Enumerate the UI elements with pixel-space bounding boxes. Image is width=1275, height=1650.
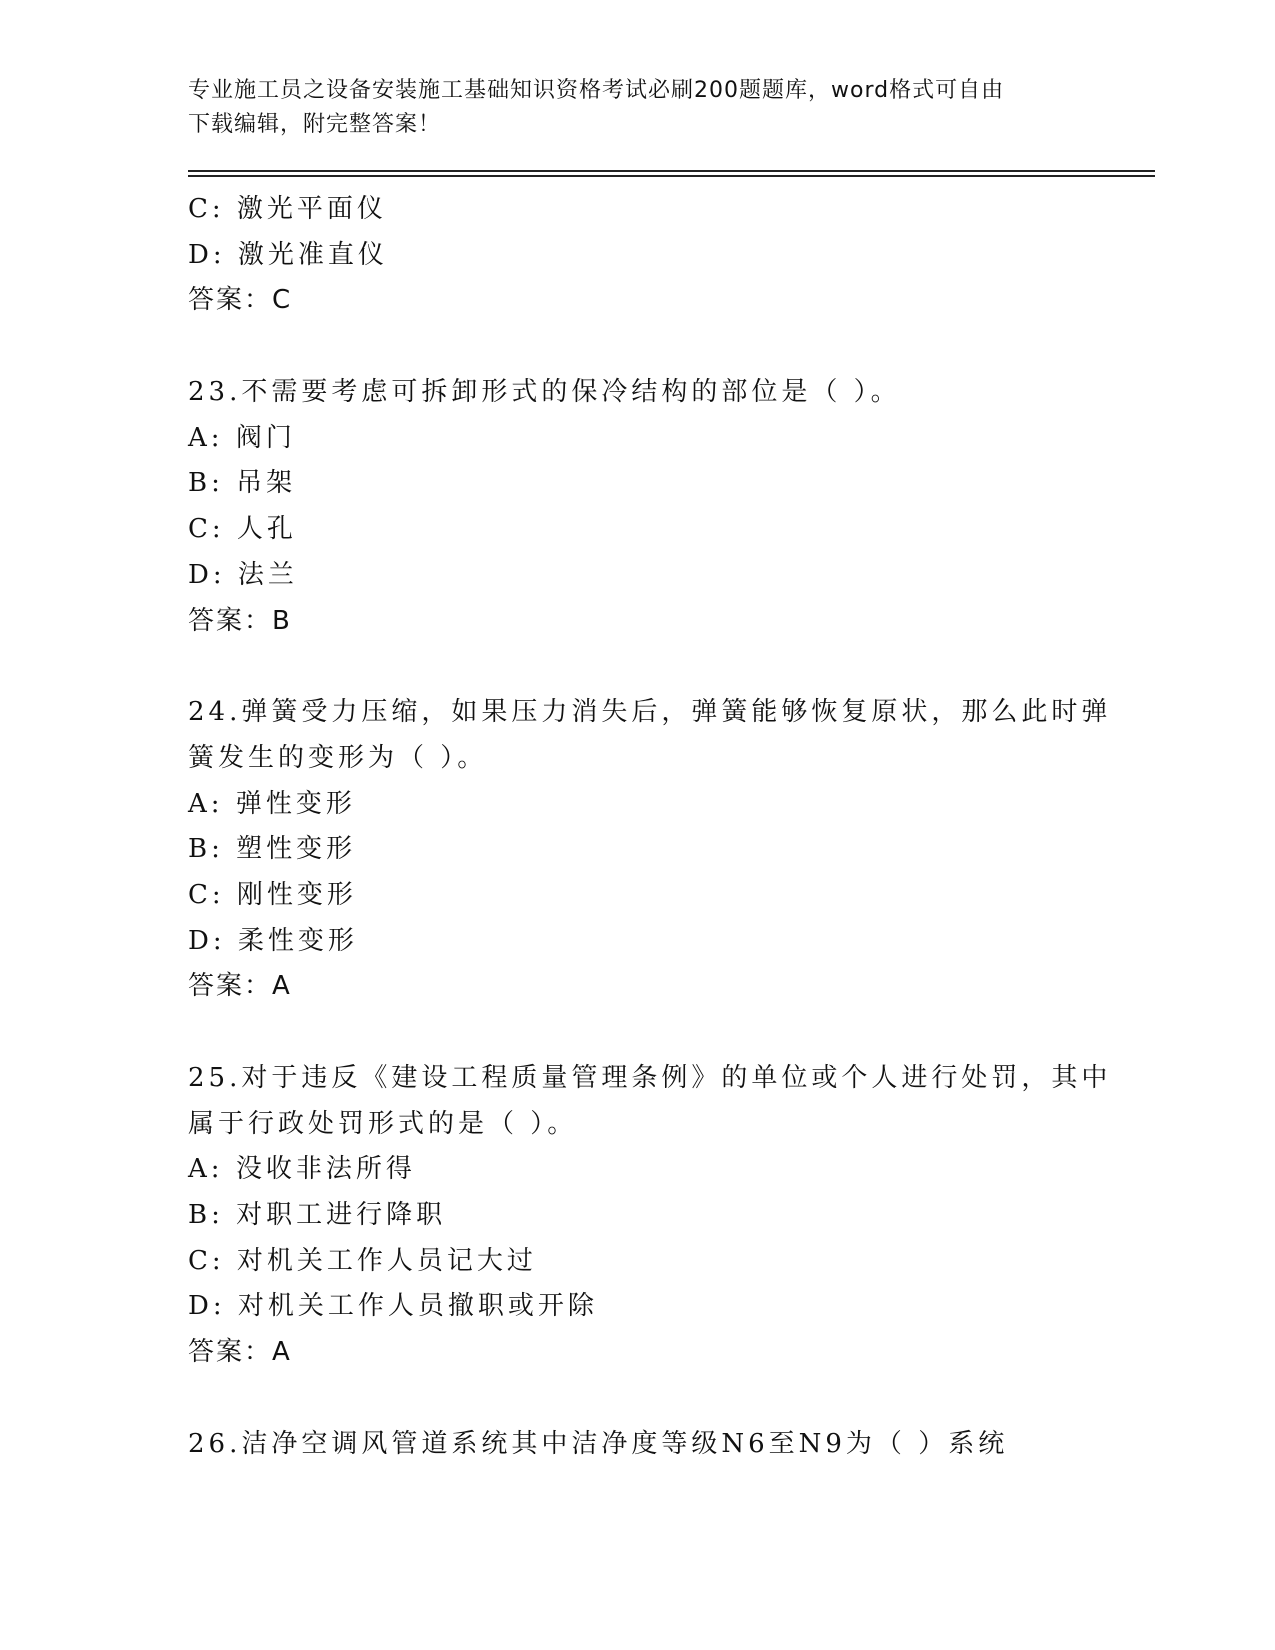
question-stem: 24.弹簧受力压缩，如果压力消失后，弹簧能够恢复原状，那么此时弹 (188, 697, 1112, 728)
question-stem: 簧发生的变形为（ ）。 (188, 742, 488, 773)
answer-line: 答案：A (188, 1337, 292, 1368)
option-d (188, 919, 1088, 965)
option-label: C: (188, 514, 225, 545)
option-text: 激光平面仪 (236, 194, 387, 224)
option-text: 对职工进行降职 (236, 1200, 447, 1231)
question-23 (188, 370, 1088, 644)
prev-question-options (188, 187, 1088, 324)
question-24 (188, 690, 1112, 1010)
option-label: B: (188, 468, 224, 499)
option-text: 激光准直仪 (237, 239, 388, 270)
option-text: 塑性变形 (236, 834, 357, 865)
option-text: 柔性变形 (237, 925, 358, 956)
option-text: 吊架 (236, 468, 297, 499)
option-text: 没收非法所得 (235, 1154, 416, 1185)
option-text: 阀门 (235, 422, 296, 453)
option-label: D: (188, 559, 226, 590)
option-c (188, 507, 1088, 553)
option-label: D: (188, 925, 226, 956)
option-text: 法兰 (237, 559, 298, 590)
option-b (188, 461, 1088, 507)
option-label: A: (188, 422, 224, 453)
option-a (188, 782, 1088, 828)
answer-line: 答案：C (188, 285, 293, 316)
question-25 (188, 1056, 1112, 1376)
question-list (188, 187, 1112, 1468)
option-text: 人孔 (236, 514, 297, 545)
option-c (188, 1239, 1088, 1285)
option-a (188, 416, 1088, 462)
option-a (188, 1147, 1088, 1193)
option-b (188, 1193, 1088, 1239)
option-label: D: (188, 239, 226, 270)
question-stem: 26.洁净空调风管道系统其中洁净度等级N6至N9为（ ）系统 (188, 1428, 1009, 1459)
option-label: C: (188, 1245, 225, 1276)
option-label: A: (188, 1154, 224, 1185)
header-title-line-2: 下载编辑，附完整答案！ (188, 112, 442, 137)
option-c (188, 873, 1088, 919)
option-label: B: (188, 1200, 224, 1231)
option-text: 弹性变形 (235, 788, 356, 819)
option-text: 对机关工作人员记大过 (236, 1245, 537, 1276)
answer-line: 答案：A (188, 971, 292, 1002)
question-stem: 23.不需要考虑可拆卸形式的保冷结构的部位是（ ）。 (188, 377, 901, 408)
option-label: C: (188, 879, 225, 910)
answer-line: 答案：B (188, 605, 292, 636)
option-d (188, 233, 1088, 279)
question-spacer (188, 1376, 1088, 1422)
option-text: 对机关工作人员撤职或开除 (237, 1291, 598, 1322)
option-text: 刚性变形 (236, 879, 357, 910)
document-header (188, 74, 1088, 142)
option-label: A: (188, 788, 224, 819)
question-spacer (188, 1010, 1088, 1056)
option-label: C: (188, 194, 225, 224)
question-spacer (188, 324, 1088, 370)
header-title-line-1: 专业施工员之设备安装施工基础知识资格考试必刷200题题库，word格式可自由 (188, 78, 1005, 103)
question-stem: 25.对于违反《建设工程质量管理条例》的单位或个人进行处罚，其中 (188, 1063, 1112, 1093)
question-spacer (188, 644, 1088, 690)
option-d (188, 1284, 1088, 1330)
option-b (188, 827, 1088, 873)
question-26 (188, 1422, 1088, 1468)
option-d (188, 553, 1088, 599)
option-label: D: (188, 1291, 226, 1322)
header-divider-bottom (188, 175, 1155, 177)
option-label: B: (188, 834, 224, 865)
option-c (188, 187, 1088, 233)
question-stem: 属于行政处罚形式的是（ ）。 (188, 1108, 578, 1139)
header-divider-top (188, 170, 1155, 172)
